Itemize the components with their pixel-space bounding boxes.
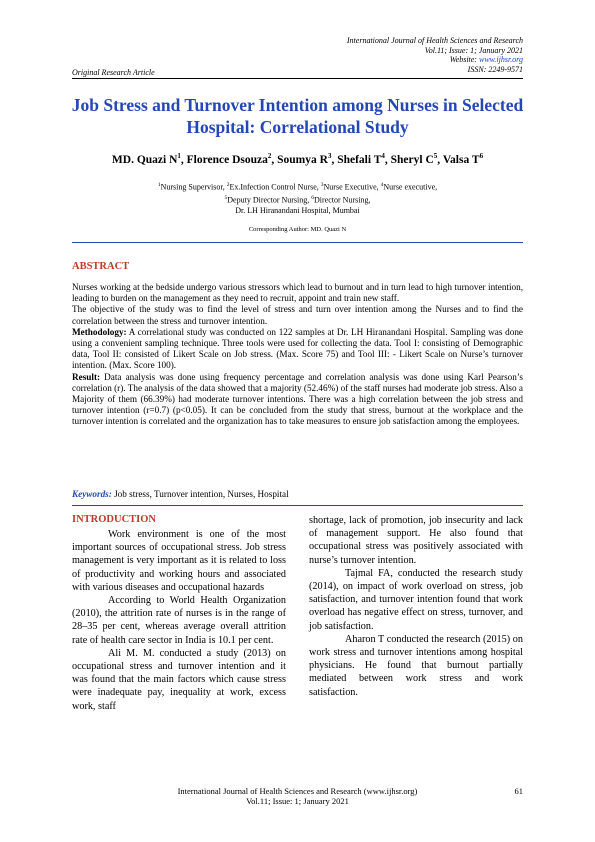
author: Soumya $R^3$	[277, 152, 332, 166]
page-number: 61	[514, 786, 523, 796]
footer-volume: Vol.11; Issue: 1; January 2021	[246, 796, 349, 806]
affiliation-line: Dr. LH Hiranandani Hospital, Mumbai	[235, 206, 360, 216]
journal-header	[347, 36, 523, 74]
journal-issn: ISSN: 2249-9571	[467, 64, 523, 74]
author: MD. Quazi $N^1$	[111, 152, 181, 166]
abstract-result: Result: Data analysis was done using frequency percentage and correlation analysis was done using Karl Pearson’s correlation (r). The analysis of the data showed that a majority (52.46%) of the staff nurses had moderate job stress. Also a Majority of them (66.39%) had moderate turnover intentions. There was a high correlation between the job stress and turnover intention (r=0.7) (p<0.05). It can be concluded from the study that stress, burnout at the workplace and the turnover intention is correlated and the organization has to take measures to ensure job satisfaction among the employees.	[72, 371, 523, 427]
corresponding-author: Corresponding Author: MD. Quazi N	[248, 226, 347, 233]
journal-volume: Vol.11; Issue: 1; January 2021	[424, 45, 523, 55]
paper-title: Job Stress and Turnover Intention among Nurses in Selected Hospital: Correlational Study	[71, 95, 524, 137]
website-link[interactable]: www.ijhsr.org	[478, 55, 523, 64]
abstract-paragraph: Nurses working at the bedside undergo various stressors which lead to burnout and in turn lead to high turnover intention, leading to burden on the management as they need to recruit, appoint and train new staff.	[72, 282, 523, 304]
body-paragraph: According to World Health Organization (2010), the attrition rate of nurses is in the range of 28–35 per cent, whereas average overall attrition rate of health care sector in India is 10.1 per cent.	[72, 595, 286, 646]
introduction-heading: INTRODUCTION	[72, 514, 157, 525]
left-column	[72, 528, 286, 713]
body-paragraph: Tajmal FA, conducted the research study (2014), on impact of work overload on stress, job satisfaction, and turnover intention found that work overload has negative effect on stress, turnover, and job satisfaction.	[309, 567, 523, 632]
article-type: Original Research Article	[72, 68, 155, 77]
abstract-top-divider	[72, 242, 523, 243]
abstract-methodology: Methodology: A correlational study was conducted on 122 samples at Dr. LH Hiranandani Hospital. Sampling was done using a convenient sampling technique. Three tools were used for collecting the data. Tool I: consisting of Demographic data, Tool II: consisted of Likert Scale on Job stress. (Max. Score 75) and Tool III: - Likert Scale on Nurse’s turnover intention. (Max. Score 100).	[72, 326, 523, 371]
body-paragraph: shortage, lack of promotion, job insecurity and lack of management support. He also found that occupational stress was positively associated with nurse’s turnover intention.	[309, 515, 523, 566]
affiliation-line: $^1$Nursing Supervisor, $^2$Ex.Infection Control Nurse, $^3$Nurse Executive, $^4$Nurse executive,	[157, 182, 438, 192]
journal-name: International Journal of Health Sciences and Research	[346, 36, 523, 45]
author: Sheryl $C^5$	[390, 152, 438, 166]
abstract-paragraph: The objective of the study was to find the level of stress and turn over intention among the Nurses and to find the correlation between the stress and turnover intention.	[72, 304, 523, 326]
keywords: Keywords: Job stress, Turnover intention, Nurses, Hospital	[72, 489, 289, 499]
right-column	[309, 514, 523, 699]
affiliation-line: $^5$Deputy Director Nursing, $^6$Director Nursing,	[224, 195, 371, 205]
header-divider	[72, 78, 523, 79]
body-paragraph: Work environment is one of the most important sources of occupational stress. Job stress management is very important as it is related to loss of productivity and working hours and associated with various diseases and occupational hazards	[72, 529, 286, 593]
author: Valsa $T^6$	[442, 152, 484, 166]
journal-website: Website: www.ijhsr.org	[449, 55, 523, 64]
author: Shefali $T^4$	[337, 152, 385, 166]
abstract-body	[72, 282, 523, 428]
abstract-heading: ABSTRACT	[72, 261, 130, 272]
affiliations	[60, 180, 535, 217]
page-footer	[72, 786, 523, 806]
author: Florence Dsouza$^2$	[186, 152, 272, 166]
body-paragraph: Aharon T conducted the research (2015) on work stress and turnover intentions among hospital physicians. He found that burnout partially mediated between work stress and work satisfaction.	[309, 633, 523, 698]
footer-journal: International Journal of Health Sciences and Research (www.ijhsr.org)	[177, 786, 418, 796]
body-paragraph: Ali M. M. conducted a study (2013) on occupational stress and turnover intention and it was found that the main factors which cause stress were inadequate pay, inequality at work, excess work, staff	[72, 647, 286, 712]
author-list: MD. Quazi $N^1$, Florence Dsouza$^2$, Soumya $R^3$, Shefali $T^4$, Sheryl $C^5$, Valsa $T^6$	[111, 152, 484, 166]
abstract-bottom-divider	[72, 505, 523, 506]
